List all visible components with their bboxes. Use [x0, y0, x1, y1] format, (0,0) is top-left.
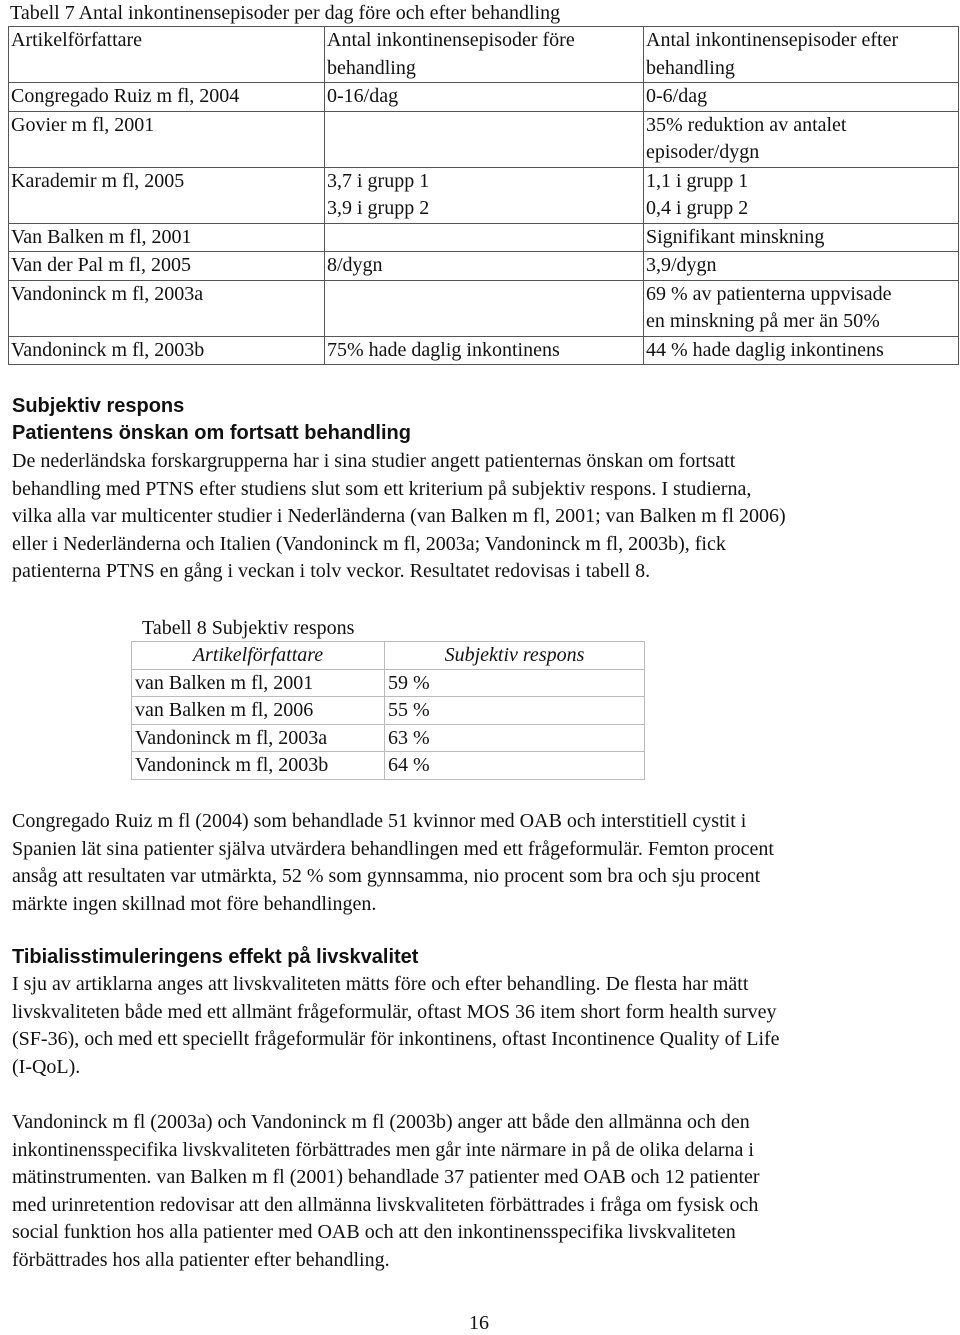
text-line: I sju av artiklarna anges att livskvaliteten mätts före och efter behandling. De flesta har mätt — [12, 973, 749, 995]
text-line: med urinretention redovisar att den allmänna livskvaliteten förbättrades i fråga om fysisk och — [12, 1193, 759, 1216]
table7-cell-author — [9, 336, 325, 365]
cell-line: 3,9 i grupp 2 — [327, 197, 430, 219]
cell-line: 0-6/dag — [646, 85, 708, 107]
section-subjective-headings — [12, 393, 411, 447]
table7-cell-after — [644, 111, 959, 167]
paragraph-congregado — [12, 808, 952, 918]
text-line: livskvaliteten både med ett allmänt frågeformulär, oftast MOS 36 item short form health survey — [12, 1000, 777, 1023]
cell-line: 44 % hade daglig inkontinens — [646, 338, 884, 361]
table7-cell-before — [325, 336, 644, 365]
table7-cell-author — [9, 83, 325, 112]
table8-cell-response: 63 % — [385, 724, 645, 752]
table7-row — [9, 111, 959, 167]
paragraph-subjective — [12, 448, 952, 586]
cell-line: 3,9/dygn — [646, 254, 717, 276]
table8-row — [132, 752, 645, 780]
subheading-patientens-onskan: Patientens önskan om fortsatt behandling — [12, 422, 411, 444]
table7-row — [9, 336, 959, 365]
table7-header-author: Artikelförfattare — [9, 27, 325, 83]
table8-cell-author: van Balken m fl, 2001 — [132, 669, 385, 697]
cell-line: Karademir m fl, 2005 — [11, 169, 185, 192]
table7-cell-after — [644, 83, 959, 112]
heading-subjektiv-respons: Subjektiv respons — [12, 395, 185, 417]
cell-line: Vandoninck m fl, 2003a — [11, 282, 204, 305]
table8-cell-author: Vandoninck m fl, 2003a — [132, 724, 385, 752]
text-line: Spanien lät sina patienter själva utvärdera behandlingen med ett frågeformulär. Femton procent — [12, 837, 774, 860]
table7-cell-before — [325, 111, 644, 167]
table7-cell-author — [9, 167, 325, 223]
table8-row — [132, 669, 645, 697]
table7-cell-author — [9, 252, 325, 281]
cell-line: 8/dygn — [327, 254, 383, 276]
cell-line: episoder/dygn — [646, 141, 760, 163]
table8-cell-author: Vandoninck m fl, 2003b — [132, 752, 385, 780]
text-line: Vandoninck m fl (2003a) och Vandoninck m fl (2003b) anger att både den allmänna och den — [12, 1111, 750, 1133]
table7-cell-before — [325, 280, 644, 336]
text-line: Congregado Ruiz m fl (2004) som behandlade 51 kvinnor med OAB och interstitiell cystit i — [12, 810, 747, 832]
cell-line: 1,1 i grupp 1 — [646, 169, 749, 192]
paragraph-vandoninck — [12, 1109, 952, 1275]
table7-body — [9, 27, 959, 365]
table7-cell-before — [325, 252, 644, 281]
paragraph-tibialis — [12, 971, 952, 1081]
cell-line: Signifikant minskning — [646, 225, 825, 248]
text-line: social funktion hos alla patienter med OAB och att den inkontinensspecifika livskvaliteten — [12, 1221, 736, 1244]
text-line: (I-QoL). — [12, 1055, 81, 1078]
table8-header-row — [132, 642, 645, 670]
cell-line: en minskning på mer än 50% — [646, 310, 880, 332]
table7-header-row — [9, 27, 959, 83]
table8-cell-author: van Balken m fl, 2006 — [132, 697, 385, 725]
table7-row — [9, 83, 959, 112]
table7-caption: Tabell 7 Antal inkontinensepisoder per dag före och efter behandling — [10, 2, 561, 24]
text-line: mätinstrumenten. van Balken m fl (2001) behandlade 37 patienter med OAB och 12 patienter — [12, 1166, 760, 1189]
table7-cell-after — [644, 280, 959, 336]
table8 — [131, 641, 645, 780]
text-line: De nederländska forskargrupperna har i sina studier angett patienternas önskan om fortsatt — [12, 450, 736, 472]
text-line: (SF-36), och med ett speciellt frågeformulär för inkontinens, oftast Incontinence Quality of Life — [12, 1028, 780, 1051]
table8-header-response: Subjektiv respons — [385, 642, 645, 670]
cell-line: Congregado Ruiz m fl, 2004 — [11, 85, 240, 107]
table8-row — [132, 724, 645, 752]
table8-cell-response: 55 % — [385, 697, 645, 725]
table7-cell-after — [644, 336, 959, 365]
table7-row — [9, 280, 959, 336]
cell-line: Govier m fl, 2001 — [11, 113, 155, 136]
heading-tibialis: Tibialisstimuleringens effekt på livskvalitet — [12, 946, 419, 968]
page-number: 16 — [469, 1312, 489, 1334]
table7-header-after: Antal inkontinensepisoder efter behandling — [644, 27, 959, 83]
cell-line: 35% reduktion av antalet — [646, 113, 847, 136]
table7-cell-after — [644, 167, 959, 223]
text-line: förbättrades hos alla patienter efter behandling. — [12, 1248, 390, 1271]
table7-cell-author — [9, 280, 325, 336]
cell-line: 0,4 i grupp 2 — [646, 197, 749, 219]
text-line: inkontinensspecifika livskvaliteten förbättrades men går inte närmare in på de olika delarna i — [12, 1138, 754, 1161]
cell-line: 75% hade daglig inkontinens — [327, 338, 560, 361]
table7-row — [9, 223, 959, 252]
table8-cell-response: 64 % — [385, 752, 645, 780]
cell-line: Vandoninck m fl, 2003b — [11, 338, 205, 361]
text-line: ansåg att resultaten var utmärkta, 52 % som gynnsamma, nio procent som bra och sju procent — [12, 865, 761, 888]
cell-line: 3,7 i grupp 1 — [327, 169, 430, 192]
text-line: märkte ingen skillnad mot före behandlingen. — [12, 892, 377, 915]
table7-cell-before — [325, 223, 644, 252]
table8-caption: Tabell 8 Subjektiv respons — [142, 617, 355, 639]
cell-line: Van der Pal m fl, 2005 — [11, 254, 191, 276]
text-line: patienterna PTNS en gång i veckan i tolv veckor. Resultatet redovisas i tabell 8. — [12, 560, 651, 583]
cell-line: 0-16/dag — [327, 85, 399, 107]
table7-cell-after — [644, 223, 959, 252]
table7-row — [9, 167, 959, 223]
cell-line: 69 % av patienterna uppvisade — [646, 282, 892, 305]
table8-header-author: Artikelförfattare — [132, 642, 385, 670]
table7-cell-after — [644, 252, 959, 281]
table8-cell-response: 59 % — [385, 669, 645, 697]
text-line: behandling med PTNS efter studiens slut som ett kriterium på subjektiv respons. I studierna, — [12, 477, 752, 500]
table7-cell-author — [9, 223, 325, 252]
table8-row — [132, 697, 645, 725]
text-line: eller i Nederländerna och Italien (Vandoninck m fl, 2003a; Vandoninck m fl, 2003b), fick — [12, 532, 726, 555]
table7-cell-before — [325, 83, 644, 112]
table7-cell-before — [325, 167, 644, 223]
table7-cell-author — [9, 111, 325, 167]
table7-header-before: Antal inkontinensepisoder före behandling — [325, 27, 644, 83]
table7 — [8, 26, 959, 365]
cell-line: Van Balken m fl, 2001 — [11, 225, 192, 248]
table7-row — [9, 252, 959, 281]
table8-body — [132, 642, 645, 780]
text-line: vilka alla var multicenter studier i Nederländerna (van Balken m fl, 2001; van Balken m fl 2006) — [12, 505, 786, 528]
